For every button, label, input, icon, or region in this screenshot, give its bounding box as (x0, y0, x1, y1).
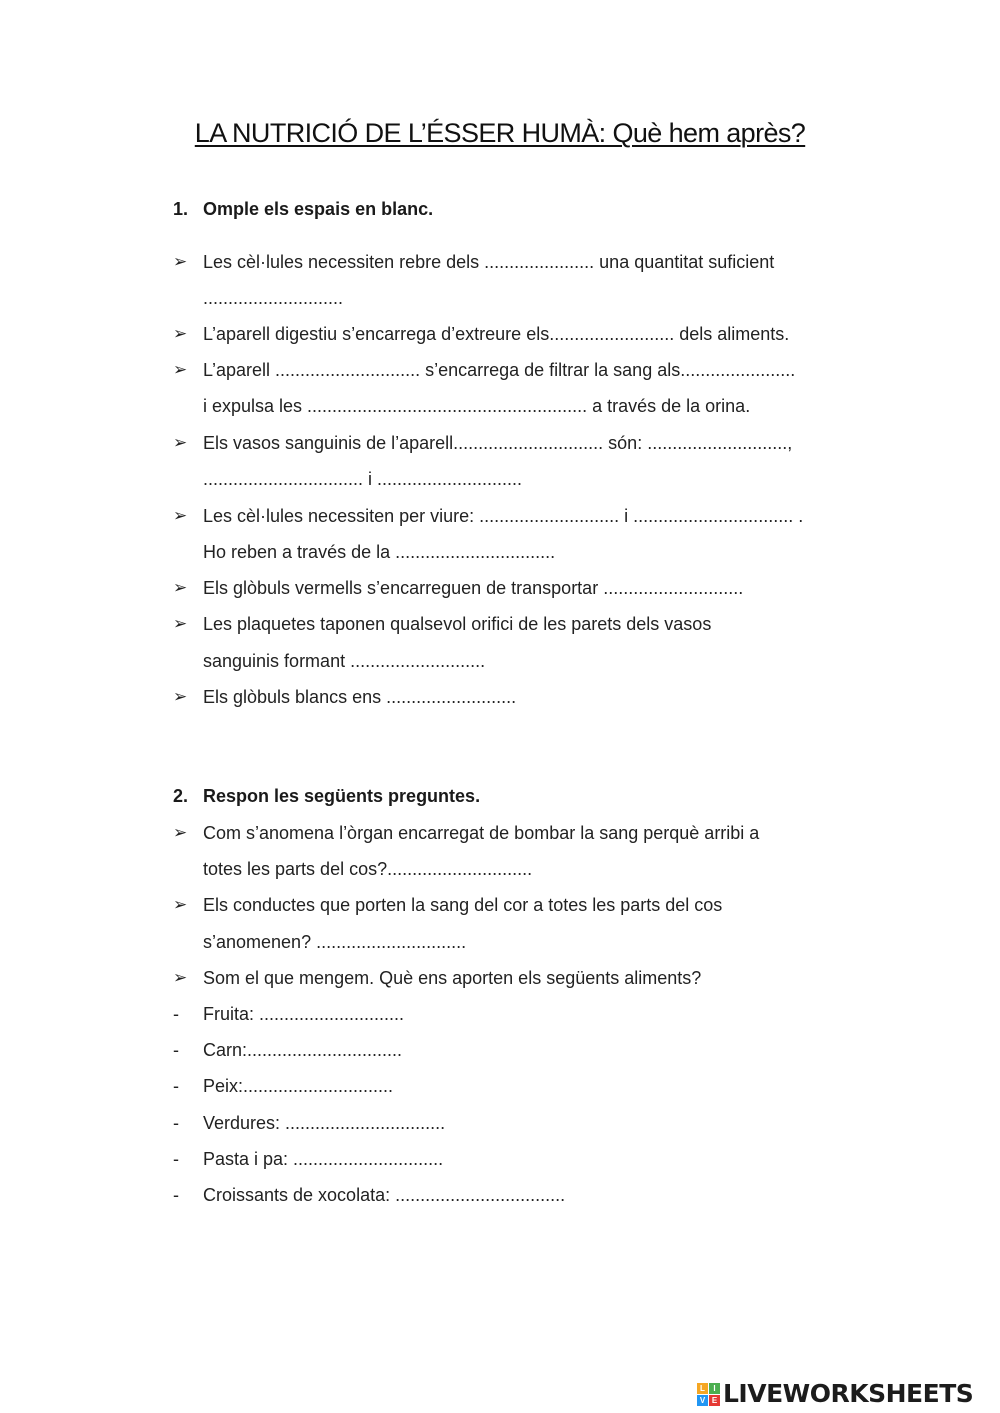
arrow-bullet-icon: ➢ (173, 578, 188, 597)
food-answer-line[interactable]: Carn:............................... (203, 1040, 403, 1060)
section-1-number: 1. (173, 199, 189, 219)
dash-bullet-icon: - (173, 1076, 179, 1096)
fill-blank-line[interactable]: L’aparell digestiu s’encarrega d’extreure els......................... dels aliments. (203, 324, 790, 344)
fill-blank-line[interactable]: ................................ i ............................. (203, 469, 523, 489)
logo-letter-e: E (709, 1395, 720, 1406)
food-answer-line[interactable]: Verdures: ................................ (203, 1113, 446, 1133)
fill-blank-line[interactable]: Les cèl·lules necessiten per viure: ............................ i ................................ . (203, 506, 804, 526)
logo-mark-icon (697, 1383, 720, 1406)
question-line: Som el que mengem. Què ens aporten els següents aliments? (203, 968, 702, 988)
question-line: Com s’anomena l’òrgan encarregat de bombar la sang perquè arribi a (203, 823, 760, 843)
arrow-bullet-icon: ➢ (173, 895, 188, 914)
section-2-heading (173, 786, 480, 807)
fill-blank-line[interactable]: ............................ (203, 288, 344, 308)
answer-line[interactable]: totes les parts del cos?............................. (203, 859, 533, 879)
arrow-bullet-icon: ➢ (173, 506, 188, 525)
food-answer-line[interactable]: Pasta i pa: .............................. (203, 1149, 444, 1169)
arrow-bullet-icon: ➢ (173, 324, 188, 343)
dash-bullet-icon: - (173, 1113, 179, 1133)
logo-letter-v: V (697, 1395, 708, 1406)
fill-blank-line[interactable]: L’aparell ............................. s’encarrega de filtrar la sang als....................... (203, 360, 796, 380)
dash-bullet-icon: - (173, 1185, 179, 1205)
fill-blank-line[interactable]: Els glòbuls vermells s’encarreguen de transportar ............................ (203, 578, 744, 598)
arrow-bullet-icon: ➢ (173, 360, 188, 379)
liveworksheets-logo[interactable] (697, 1380, 973, 1408)
arrow-bullet-icon: ➢ (173, 823, 188, 842)
arrow-bullet-icon: ➢ (173, 252, 188, 271)
logo-letter-l: L (697, 1383, 708, 1394)
arrow-bullet-icon: ➢ (173, 968, 188, 987)
question-line: Els conductes que porten la sang del cor a totes les parts del cos (203, 895, 723, 915)
logo-letter-i: I (709, 1383, 720, 1394)
food-answer-line[interactable]: Peix:.............................. (203, 1076, 394, 1096)
section-1-title: Omple els espais en blanc. (203, 199, 434, 219)
dash-bullet-icon: - (173, 1004, 179, 1024)
fill-blank-line[interactable]: Els vasos sanguinis de l’aparell.............................. són: ............................, (203, 433, 793, 453)
arrow-bullet-icon: ➢ (173, 433, 188, 452)
food-answer-line[interactable]: Fruita: ............................. (203, 1004, 405, 1024)
fill-blank-line[interactable]: Ho reben a través de la ................................ (203, 542, 556, 562)
dash-bullet-icon: - (173, 1149, 179, 1169)
fill-blank-line[interactable]: Les cèl·lules necessiten rebre dels ...................... una quantitat suficient (203, 252, 775, 272)
page-title: LA NUTRICIÓ DE L’ÉSSER HUMÀ: Què hem après? (194, 118, 806, 148)
fill-blank-line[interactable]: i expulsa les ........................................................ a través de la orina. (203, 396, 751, 416)
fill-blank-line: Les plaquetes taponen qualsevol orifici de les parets dels vasos (203, 614, 712, 634)
section-2-title: Respon les següents preguntes. (203, 786, 481, 806)
answer-line[interactable]: s’anomenen? .............................. (203, 932, 467, 952)
arrow-bullet-icon: ➢ (173, 614, 188, 633)
fill-blank-line[interactable]: Els glòbuls blancs ens .......................... (203, 687, 517, 707)
food-answer-line[interactable]: Croissants de xocolata: .................................. (203, 1185, 566, 1205)
section-1-heading (173, 199, 433, 220)
logo-text: LIVEWORKSHEETS (723, 1379, 974, 1408)
dash-bullet-icon: - (173, 1040, 179, 1060)
fill-blank-line[interactable]: sanguinis formant ........................... (203, 651, 486, 671)
arrow-bullet-icon: ➢ (173, 687, 188, 706)
section-2-number: 2. (173, 786, 189, 806)
